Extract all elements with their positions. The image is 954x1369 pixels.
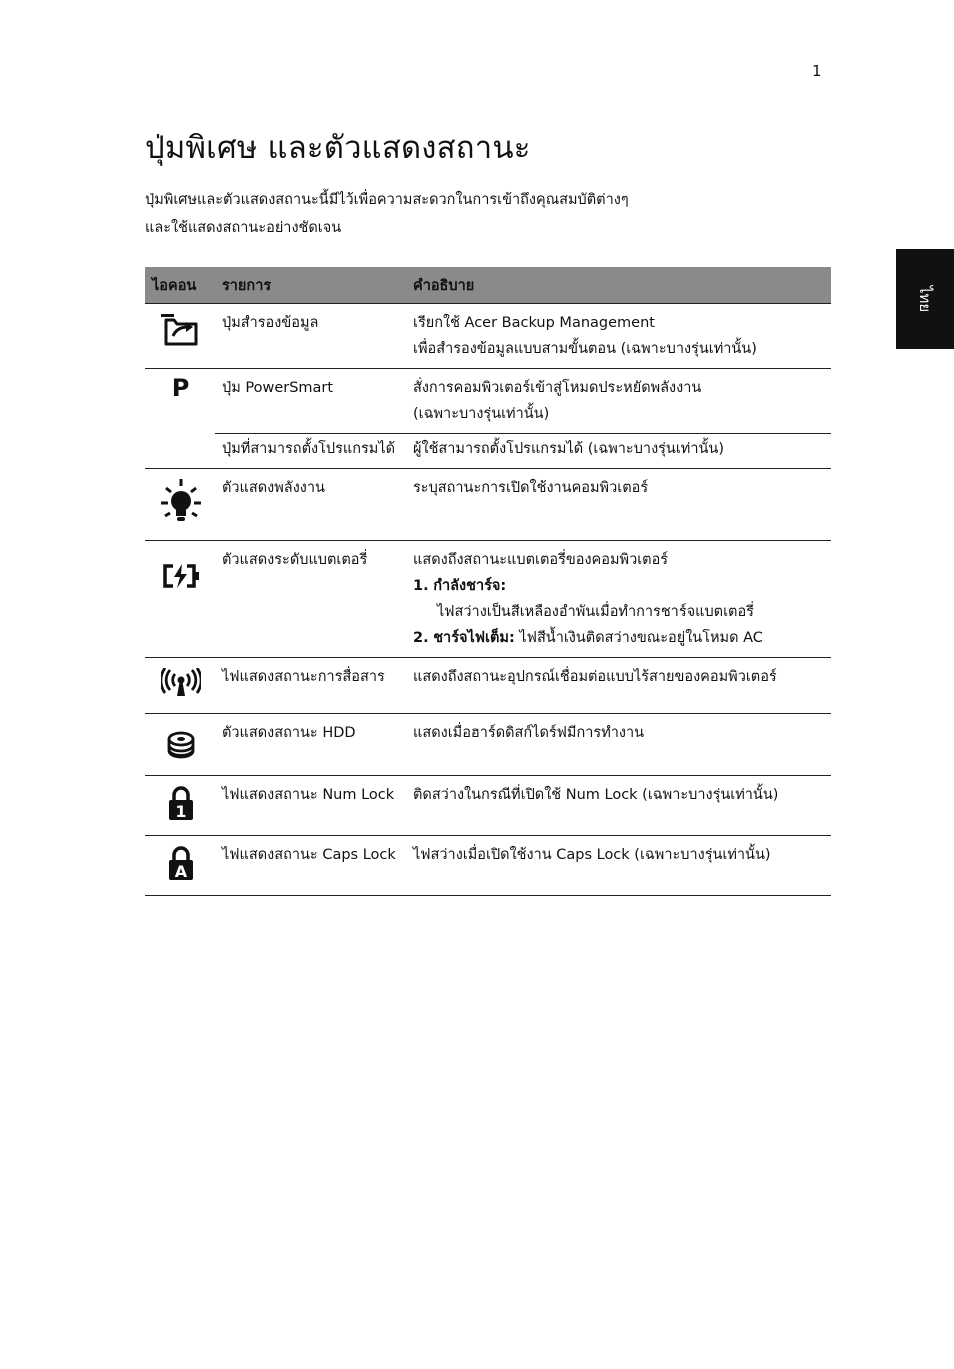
description-cell [406,776,831,836]
num-lock-glyph: 1 [174,802,187,820]
list-item-text: ไฟสว่างเป็นสีเหลืองอำพันเมื่อทำการชาร์จแบตเตอรี่ [437,604,754,620]
description-cell [406,836,831,896]
list-number: 2. [413,630,429,646]
description-line: ระบุสถานะการเปิดใช้งานคอมพิวเตอร์ [413,480,649,496]
icon-cell [145,714,215,776]
description-line: (เฉพาะบางรุ่นเท่านั้น) [413,406,550,422]
description-line: เพื่อสำรองข้อมูลแบบสามขั้นตอน (เฉพาะบางรุ่นเท่านั้น) [413,341,757,357]
item-cell: ไฟแสดงสถานะ Caps Lock [215,836,406,896]
description-cell [406,469,831,541]
header-item: รายการ [215,267,406,304]
description-cell [406,714,831,776]
item-cell: ไฟแสดงสถานะ Num Lock [215,776,406,836]
icon-cell [145,469,215,541]
table-row [145,714,831,776]
icon-cell [145,658,215,714]
item-cell: ตัวแสดงสถานะ HDD [215,714,406,776]
header-description: คำอธิบาย [406,267,831,304]
list-label: กำลังชาร์จ: [433,578,507,594]
item-cell: ตัวแสดงพลังงาน [215,469,406,541]
table-row [145,836,831,896]
table-row [145,469,831,541]
description-cell [406,434,831,469]
table-row [145,434,831,469]
page-number: 1 [812,62,822,80]
wireless-icon [161,668,201,707]
caps-lock-icon [167,846,195,889]
description-cell [406,541,831,658]
icon-cell [145,369,215,469]
page-title: ปุ่มพิเศษ และตัวแสดงสถานะ [145,130,531,166]
intro-line-1: ปุ่มพิเศษและตัวแสดงสถานะนี้มีไว้เพื่อความสะดวกในการเข้าถึงคุณสมบัติต่างๆ [145,192,629,208]
description-line: ไฟสว่างเมื่อเปิดใช้งาน Caps Lock (เฉพาะบางรุ่นเท่านั้น) [413,847,771,863]
description-line: แสดงถึงสถานะอุปกรณ์เชื่อมต่อแบบไร้สายของคอมพิวเตอร์ [413,669,777,685]
buttons-indicators-table [145,267,831,896]
icon-cell [145,776,215,836]
list-item [413,625,825,651]
header-icon: ไอคอน [145,267,215,304]
table-row [145,541,831,658]
backup-icon [160,314,202,355]
icon-cell [145,541,215,658]
item-cell: ไฟแสดงสถานะการสื่อสาร [215,658,406,714]
num-lock-icon [167,786,195,829]
description-line: แสดงเมื่อฮาร์ดดิสก์ไดร์ฟมีการทำงาน [413,725,645,741]
intro-paragraph [145,186,845,242]
powersmart-icon: P [171,374,190,402]
table-row [145,658,831,714]
power-indicator-icon [159,479,203,534]
table-header-row [145,267,831,304]
item-cell: ปุ่มสำรองข้อมูล [215,304,406,369]
list-item-text: ไฟสีน้ำเงินติดสว่างขณะอยู่ในโหมด AC [514,630,763,646]
list-item [413,573,825,599]
table-row [145,369,831,434]
description-line: ติดสว่างในกรณีที่เปิดใช้ Num Lock (เฉพาะบางรุ่นเท่านั้น) [413,787,779,803]
item-cell: ปุ่มที่สามารถตั้งโปรแกรมได้ [215,434,406,469]
language-tab [896,249,954,349]
intro-line-2: และใช้แสดงสถานะอย่างชัดเจน [145,220,342,236]
description-line: เรียกใช้ Acer Backup Management [413,315,655,331]
item-cell: ปุ่ม PowerSmart [215,369,406,434]
description-line: ผู้ใช้สามารถตั้งโปรแกรมได้ (เฉพาะบางรุ่นเท่านั้น) [413,441,724,457]
list-label: ชาร์จไฟเต็ม: [433,630,515,646]
icon-cell [145,836,215,896]
table-row [145,776,831,836]
description-cell [406,304,831,369]
hdd-icon [166,730,196,769]
description-line: สั่งการคอมพิวเตอร์เข้าสู่โหมดประหยัดพลังงาน [413,380,702,396]
description-line: แสดงถึงสถานะแบตเตอรี่ของคอมพิวเตอร์ [413,552,669,568]
description-cell [406,658,831,714]
list-number: 1. [413,578,429,594]
language-tab-label: ไทย [915,285,934,313]
caps-lock-glyph: A [174,862,187,880]
battery-charging-icon [161,563,201,598]
item-cell: ตัวแสดงระดับแบตเตอรี่ [215,541,406,658]
table-row [145,304,831,369]
icon-cell [145,304,215,369]
description-cell [406,369,831,434]
